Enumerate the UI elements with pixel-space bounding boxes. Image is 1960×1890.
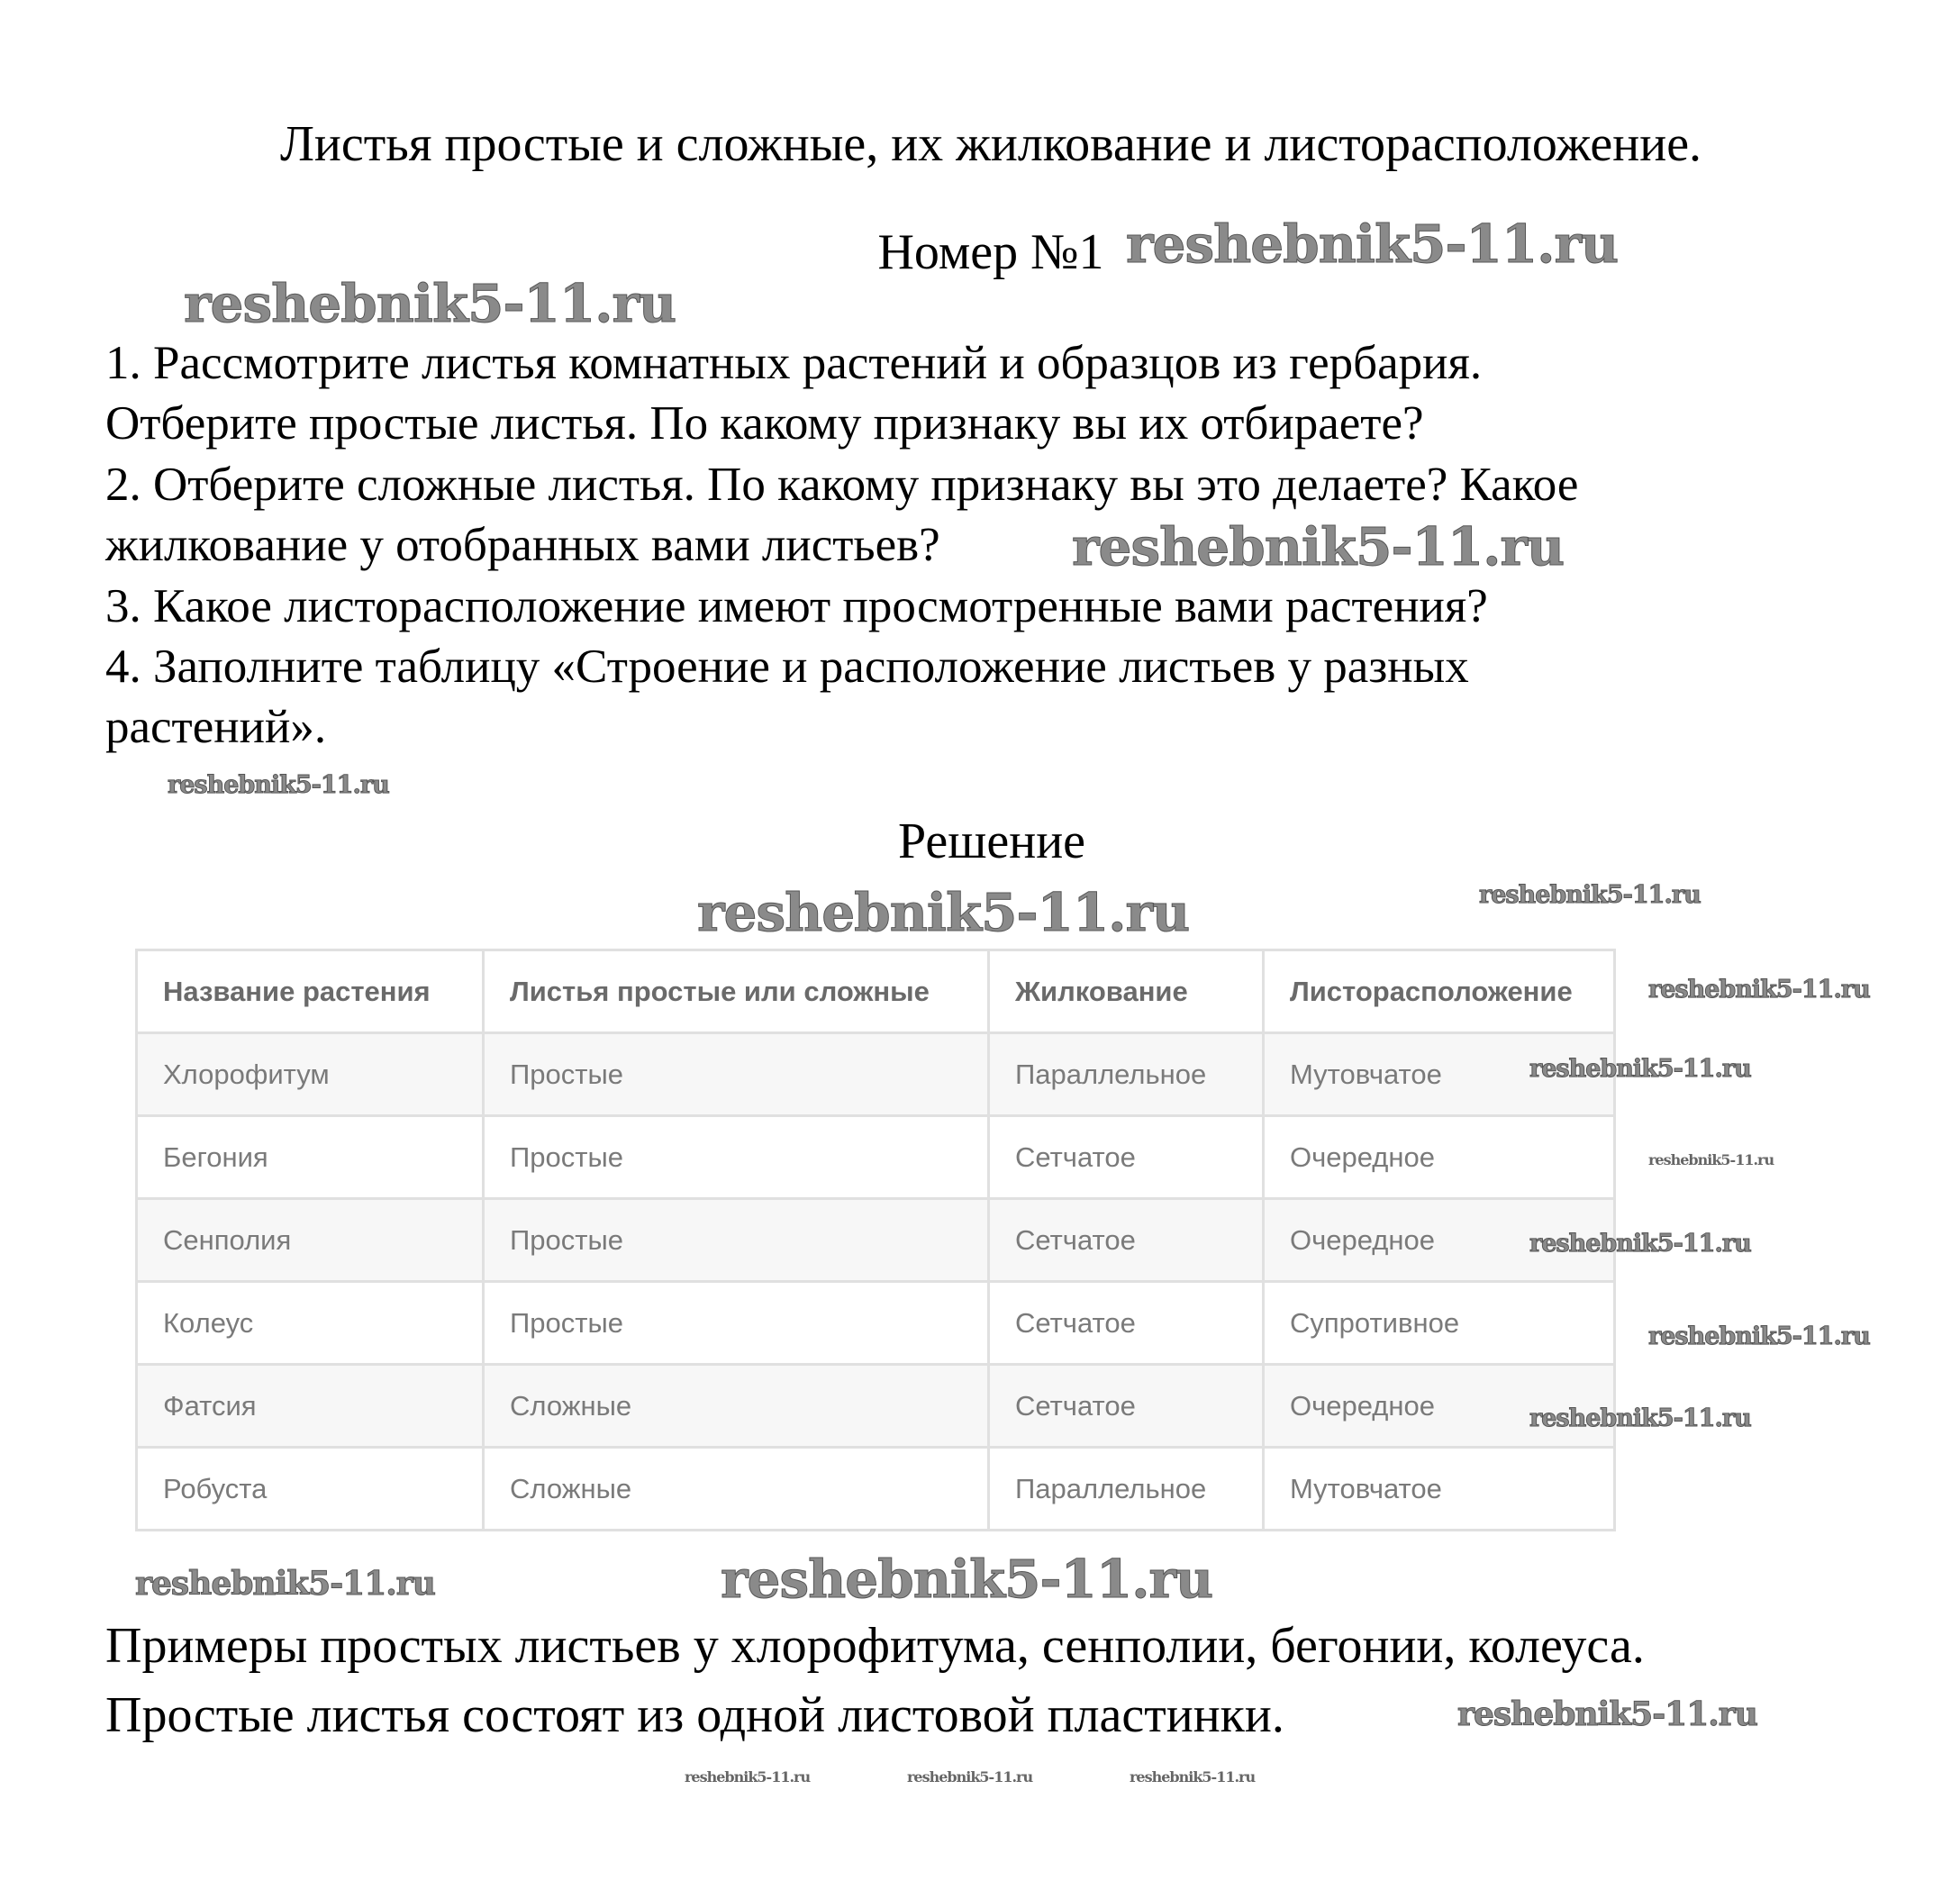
table-cell: Параллельное: [989, 1033, 1264, 1116]
watermark: reshebnik5-11.ru: [1529, 1055, 1751, 1083]
table-cell: Простые: [484, 1033, 989, 1116]
table-row: [137, 1199, 1615, 1282]
column-header: Название растения: [137, 950, 484, 1033]
watermark: reshebnik5-11.ru: [1529, 1404, 1751, 1432]
task-line: 2. Отберите сложные листья. По какому признаку вы это делаете? Какое: [105, 458, 1579, 511]
watermark: reshebnik5-11.ru: [1126, 214, 1619, 275]
conclusion-line: Примеры простых листьев у хлорофитума, сенполии, бегонии, колеуса.: [105, 1618, 1645, 1674]
table-cell: Сетчатое: [989, 1282, 1264, 1365]
table-cell: Робуста: [137, 1448, 484, 1531]
task-text: [105, 333, 1889, 759]
column-header: Листорасположение: [1264, 950, 1615, 1033]
table-cell: Мутовчатое: [1264, 1033, 1615, 1116]
task-line: растений».: [105, 701, 327, 754]
table-row: [137, 1116, 1615, 1199]
table-row: [137, 1365, 1615, 1448]
table-header-row: [137, 950, 1615, 1033]
table-cell: Сетчатое: [989, 1116, 1264, 1199]
table-row: [137, 1448, 1615, 1531]
watermark: reshebnik5-11.ru: [1072, 516, 1565, 577]
page-title: Листья простые и сложные, их жилкование и листорасположение.: [279, 116, 1702, 172]
table-cell: Мутовчатое: [1264, 1448, 1615, 1531]
watermark: reshebnik5-11.ru: [168, 771, 389, 799]
table-cell: Простые: [484, 1199, 989, 1282]
table-cell: Сложные: [484, 1448, 989, 1531]
table-cell: Сенполия: [137, 1199, 484, 1282]
solution-heading: Решение: [897, 813, 1086, 869]
table-cell: Простые: [484, 1116, 989, 1199]
watermark: reshebnik5-11.ru: [1130, 1768, 1256, 1786]
watermark: reshebnik5-11.ru: [1648, 1322, 1870, 1350]
watermark: reshebnik5-11.ru: [721, 1549, 1213, 1610]
watermark: reshebnik5-11.ru: [1457, 1695, 1757, 1733]
conclusion-line: Простые листья состоят из одной листовой пластинки.: [105, 1687, 1284, 1743]
watermark: reshebnik5-11.ru: [135, 1565, 435, 1603]
table-cell: Сложные: [484, 1365, 989, 1448]
watermark: reshebnik5-11.ru: [685, 1768, 811, 1786]
watermark: reshebnik5-11.ru: [1648, 976, 1870, 1004]
watermark: reshebnik5-11.ru: [184, 273, 676, 334]
exercise-number: Номер №1: [877, 224, 1104, 280]
table-cell: Очередное: [1264, 1365, 1615, 1448]
table-cell: Очередное: [1264, 1199, 1615, 1282]
watermark: reshebnik5-11.ru: [1479, 881, 1701, 909]
column-header: Жилкование: [989, 950, 1264, 1033]
table-cell: Сетчатое: [989, 1199, 1264, 1282]
watermark: reshebnik5-11.ru: [1648, 1151, 1774, 1168]
watermark: reshebnik5-11.ru: [697, 882, 1190, 943]
task-line: жилкование у отобранных вами листьев?: [105, 519, 940, 572]
task-line: 3. Какое листорасположение имеют просмотренные вами растения?: [105, 579, 1488, 632]
task-line: Отберите простые листья. По какому признаку вы их отбираете?: [105, 397, 1424, 450]
watermark: reshebnik5-11.ru: [907, 1768, 1033, 1786]
column-header: Листья простые или сложные: [484, 950, 989, 1033]
leaves-table: [135, 949, 1616, 1531]
table-cell: Сетчатое: [989, 1365, 1264, 1448]
table-cell: Колеус: [137, 1282, 484, 1365]
table-row: [137, 1282, 1615, 1365]
table-row: [137, 1033, 1615, 1116]
task-line: 1. Рассмотрите листья комнатных растений и образцов из гербария.: [105, 337, 1483, 389]
table-cell: Простые: [484, 1282, 989, 1365]
watermark: reshebnik5-11.ru: [1529, 1230, 1751, 1258]
table-cell: Хлорофитум: [137, 1033, 484, 1116]
table-cell: Параллельное: [989, 1448, 1264, 1531]
table-cell: Фатсия: [137, 1365, 484, 1448]
table-cell: Бегония: [137, 1116, 484, 1199]
table-cell: Супротивное: [1264, 1282, 1615, 1365]
task-line: 4. Заполните таблицу «Строение и расположение листьев у разных: [105, 641, 1469, 694]
table-cell: Очередное: [1264, 1116, 1615, 1199]
